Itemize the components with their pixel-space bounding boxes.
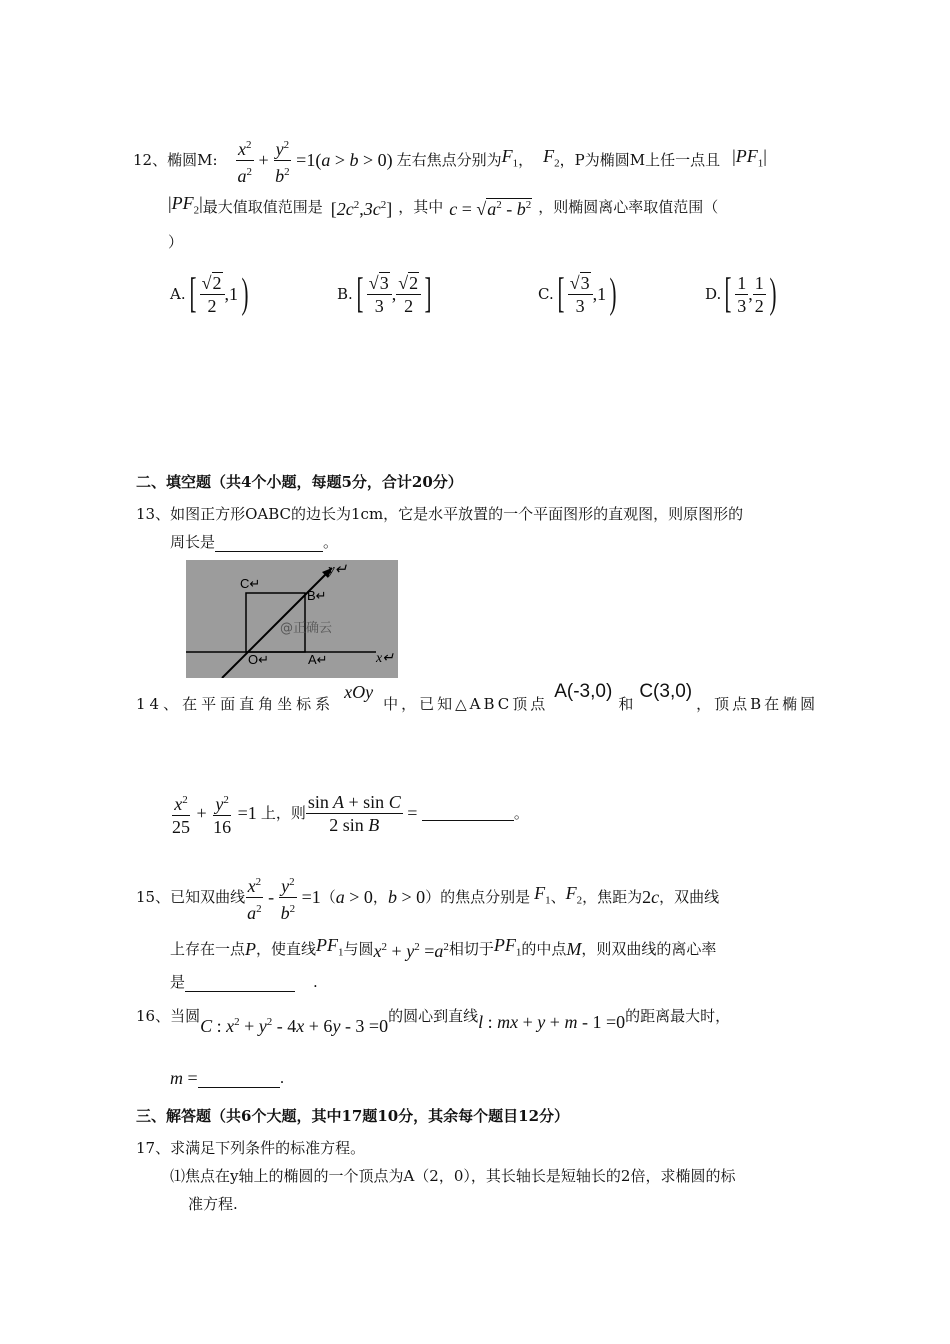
q12-text-5: 最大值取值范围是 [202,198,323,216]
option-a-math: [ $\frac{√2}{2}$ ,1 ) [189,271,249,317]
q15-f2: $F_2$ [565,883,583,907]
q15-answer-blank[interactable] [185,977,295,992]
q14-xoy: xOy [344,682,374,702]
q12-text-2: 左右焦点分别为 [396,151,502,169]
q15-text-7: ，双曲线 [659,888,720,906]
q14-line1 [136,681,819,724]
q12-range: $[2c^2,3c^2]$ [330,199,393,219]
label-a: A↵ [308,652,328,667]
q16-text-1: 16、当圆 [136,1007,201,1025]
q15-text-2: （ [320,888,336,906]
q12-c-definition: $c = √a^2 - b^2$ [449,199,532,219]
q16-circle-equation: C : $x^2 + y^2 - 4x + 6y - 3 =0$ [200,1016,389,1036]
option-c-label: C. [538,285,554,303]
q15-text-11: 相切于 [448,940,494,958]
figure-background [186,560,398,678]
q12-f2: $F_2$ [543,146,560,170]
q14-sine-ratio: $\frac{\text{sin A + sin C}}{\text{2 sin B}}$ = [307,791,422,835]
q13-line2 [170,532,338,552]
q13-answer-blank[interactable] [215,537,323,552]
q14-text-2: 中，已知△ABC顶点 [383,695,549,713]
q15-line-pf1: $PF_1$ [316,935,344,959]
q15-b-positive: b > 0 [387,887,426,907]
q12-text-6: ，其中 [398,198,444,216]
label-o: O↵ [248,652,270,667]
q15-text-1: 15、已知双曲线 [136,888,246,906]
q14-point-c: C(3,0) [639,681,693,702]
option-a-label: A. [170,285,186,303]
q14-text-1: 14、在平面直角坐标系 [136,695,335,713]
q12-pf1: $|PF_1|$ [732,146,767,170]
label-b: B↵ [307,588,327,603]
q15-circle: $x^2 + y^2 =a^2$ [373,941,449,961]
q12-line2 [168,192,718,222]
option-b-label: B. [337,285,353,303]
q15-text-15: . [313,973,318,991]
q12-option-b [337,266,435,322]
q12-option-c [538,266,620,322]
q13-figure-svg [186,560,398,678]
q15-text-8: 上存在一点 [170,940,246,958]
q15-a-positive: a > 0 [335,887,373,907]
q16-text-2: 的圆心到直线 [388,1007,479,1025]
q14-point-a: A(-3,0) [554,681,613,702]
section-2-heading: 二、填空题（共4个小题，每题5分，合计20分） [136,473,463,491]
q16-line-equation: l : mx + y + m - 1 =0 [478,1012,626,1032]
q15-2c: 2c [642,887,660,907]
q15-line3 [170,972,318,992]
q13-figure [186,560,398,678]
q15-pf1-midpoint: $PF_1$ [493,935,522,959]
q14-ellipse: $\frac{x^2}{25}$ + $\frac{y^2}{16}$ =1 [170,789,257,838]
q15-line1 [136,874,720,923]
q15-hyperbola: $\frac{x^2}{a^2}$ - $\frac{y^2}{b^2}$ =1 [245,871,321,924]
q15-text-9: ，使直线 [256,940,317,958]
q12-option-a [170,266,252,322]
option-d-label: D. [705,285,722,303]
q16-m: m = [170,1068,198,1088]
q14-answer-blank[interactable] [422,806,514,821]
q14-text-6: 。 [513,804,529,822]
q12-text-4: ，P为椭圆M上任一点且 [559,151,721,169]
q15-text-5: 、 [550,888,566,906]
q16-answer-blank[interactable] [198,1073,280,1088]
q12-line1 [133,138,767,186]
q14-text-5: 上，则 [260,804,306,822]
q16-text-3: 的距离最大时， [625,1007,731,1025]
q16-text-4: . [279,1069,285,1087]
q12-option-d [705,266,780,322]
label-x: x↵ [376,651,394,666]
q12-text-1: 椭圆M: [167,151,218,169]
q16-line1 [136,1006,730,1036]
q15-text-4: ）的焦点分别是 [425,888,531,906]
q15-text-6: ，焦距为 [582,888,643,906]
figure-watermark: @正确云 [280,621,333,636]
option-d-math: [ $\frac{1}{3}$ , $\frac{1}{2}$ ) [724,271,777,317]
q12-text-8: ） [168,233,184,251]
q14-line2 [170,788,529,838]
q15-point-m: M [566,939,582,959]
q17-line3: 准方程. [188,1195,238,1213]
q14-text-4: ，顶点B在椭圆 [696,695,819,713]
q15-text-10: 与圆 [343,940,374,958]
q12-pf2: $|PF_2|$ [168,193,203,217]
label-c: C↵ [240,576,261,591]
option-c-math: [ $\frac{√3}{3}$ ,1 ) [557,271,617,317]
q15-text-12: 的中点 [521,940,567,958]
q12-f1: $F_1$ [501,146,519,170]
q17-line1: 17、求满足下列条件的标准方程。 [136,1139,366,1157]
q13-tail: 。 [323,533,339,551]
q15-f1: $F_1$ [534,883,551,907]
q13-line1: 13、如图正方形OABC的边长为1cm，它是水平放置的一个平面图形的直观图，则原图形的 [136,505,744,523]
q12-number: 12、 [133,151,168,169]
q15-text-13: ，则双曲线的离心率 [581,940,717,958]
q15-text-14: 是 [170,973,186,991]
q12-ellipse-equation: $\frac{x^2}{a^2}$ + $\frac{y^2}{b^2}$ =1( a > b > 0) [236,134,393,187]
q17-line2: ⑴焦点在y轴上的椭圆的一个顶点为A（2，0），其长轴长是短轴长的2倍，求椭圆的标 [170,1167,736,1185]
q15-point-p: P [245,939,257,959]
q12-text-3: ， [518,151,534,169]
q14-text-3: 和 [618,695,634,713]
option-b-math: [ $\frac{√3}{3}$ , $\frac{√2}{2}$ ] [356,271,432,317]
q15-text-3: ， [372,888,388,906]
q15-line2 [170,936,716,962]
q16-line2 [170,1068,284,1088]
q13-line2-text: 周长是 [170,533,216,551]
section-3-heading: 三、解答题（共6个大题，其中17题10分，其余每个题目12分） [136,1107,570,1125]
label-y: y↵ [328,562,348,578]
q12-text-7: ，则椭圆离心率取值范围（ [538,198,719,216]
